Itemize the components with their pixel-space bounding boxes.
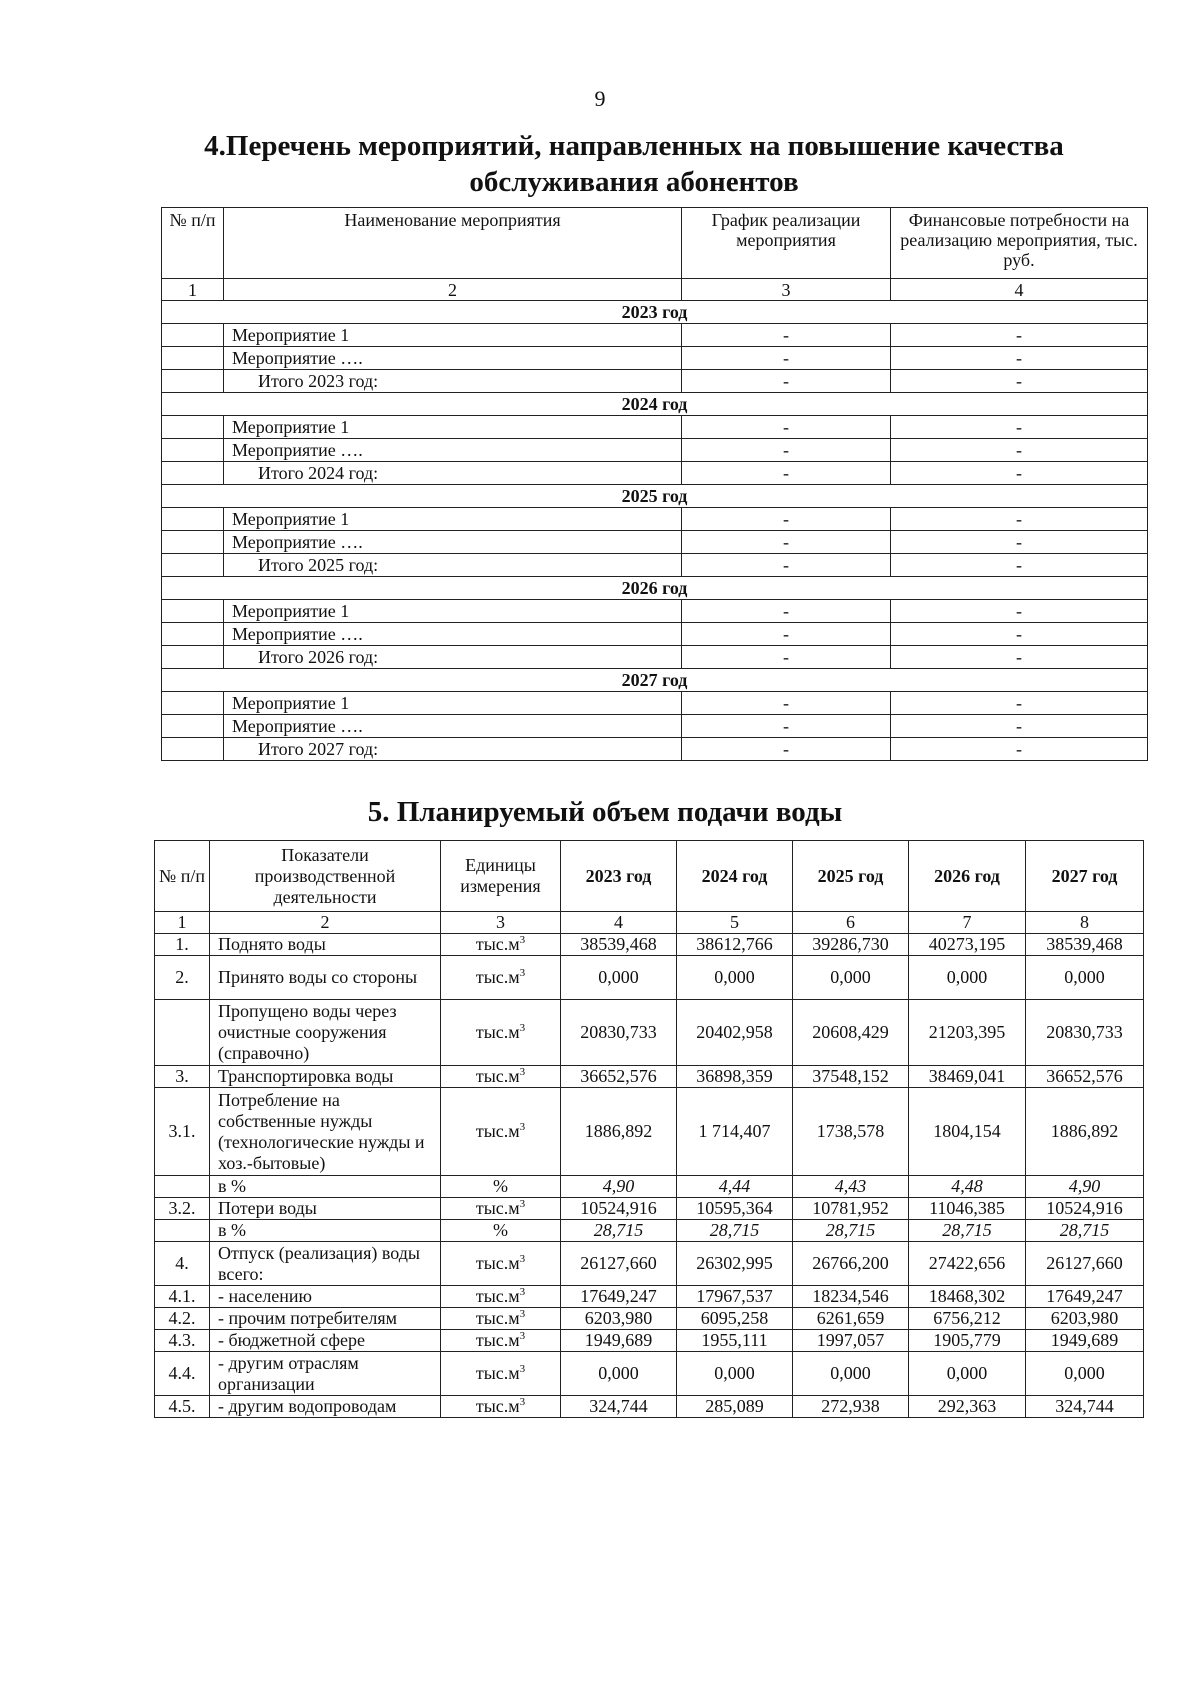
value-cell: 285,089: [677, 1396, 793, 1418]
value-cell: 4,43: [793, 1176, 909, 1198]
section4-title: [0, 128, 1200, 200]
schedule-value: -: [682, 738, 891, 761]
row-number: 3.2.: [155, 1198, 210, 1220]
row-num-cell: [162, 715, 224, 738]
value-cell: 28,715: [677, 1220, 793, 1242]
row-number: 3.1.: [155, 1088, 210, 1176]
indicator-name: Отпуск (реализация) воды всего:: [210, 1242, 441, 1286]
value-cell: 1886,892: [561, 1088, 677, 1176]
total-row: [162, 646, 1148, 669]
measure-row: [162, 623, 1148, 646]
measure-name: Мероприятие ….: [224, 531, 682, 554]
value-cell: 272,938: [793, 1396, 909, 1418]
indicator-name: - населению: [210, 1286, 441, 1308]
schedule-value: -: [682, 623, 891, 646]
value-cell: 17649,247: [561, 1286, 677, 1308]
finance-value: -: [891, 623, 1148, 646]
indicator-row: [155, 1242, 1144, 1286]
section4-title-line1: 4.Перечень мероприятий, направленных на повышение качества: [204, 130, 1064, 162]
measure-row: [162, 347, 1148, 370]
value-cell: 38539,468: [561, 934, 677, 956]
value-cell: 20830,733: [1026, 1000, 1144, 1066]
value-cell: 0,000: [561, 1352, 677, 1396]
value-cell: 0,000: [909, 1352, 1026, 1396]
schedule-value: -: [682, 462, 891, 485]
measure-row: [162, 439, 1148, 462]
row-number: 4.5.: [155, 1396, 210, 1418]
finance-value: -: [891, 324, 1148, 347]
measure-name: Мероприятие ….: [224, 439, 682, 462]
row-number: 4.1.: [155, 1286, 210, 1308]
value-cell: 10524,916: [561, 1198, 677, 1220]
value-cell: 36652,576: [561, 1066, 677, 1088]
schedule-value: -: [682, 715, 891, 738]
indicator-row: [155, 1396, 1144, 1418]
indicator-row: [155, 956, 1144, 1000]
unit-text: тыс.м: [475, 1286, 520, 1306]
row-number: 4.4.: [155, 1352, 210, 1396]
value-cell: 0,000: [1026, 956, 1144, 1000]
finance-value: -: [891, 554, 1148, 577]
value-cell: 36898,359: [677, 1066, 793, 1088]
unit-cell: [441, 1000, 561, 1066]
row-number: [155, 1220, 210, 1242]
row-num-cell: [162, 554, 224, 577]
value-cell: 20402,958: [677, 1000, 793, 1066]
indicator-row: [155, 1198, 1144, 1220]
row-number: 1.: [155, 934, 210, 956]
section5-title: 5. Планируемый объем подачи воды: [367, 796, 843, 828]
value-cell: 1949,689: [561, 1330, 677, 1352]
col-number: 4: [561, 912, 677, 934]
value-cell: 1905,779: [909, 1330, 1026, 1352]
measure-name: Мероприятие 1: [224, 692, 682, 715]
unit-superscript: 3: [519, 1286, 526, 1298]
value-cell: 26127,660: [1026, 1242, 1144, 1286]
measure-row: [162, 508, 1148, 531]
col-number: 7: [909, 912, 1026, 934]
measures-header-row: [162, 208, 1148, 279]
finance-value: -: [891, 439, 1148, 462]
unit-superscript: 3: [519, 934, 526, 946]
row-num-cell: [162, 439, 224, 462]
schedule-value: -: [682, 324, 891, 347]
value-cell: 6095,258: [677, 1308, 793, 1330]
value-cell: 18234,546: [793, 1286, 909, 1308]
row-num-cell: [162, 531, 224, 554]
row-num-cell: [162, 416, 224, 439]
unit-text: тыс.м: [475, 1022, 520, 1042]
percent-row: [155, 1220, 1144, 1242]
value-cell: 4,90: [1026, 1176, 1144, 1198]
header-year-2025: 2025 год: [793, 841, 909, 912]
schedule-value: -: [682, 508, 891, 531]
schedule-value: -: [682, 347, 891, 370]
value-cell: 0,000: [1026, 1352, 1144, 1396]
unit-cell: [441, 1308, 561, 1330]
indicator-row: [155, 1286, 1144, 1308]
value-cell: 0,000: [677, 1352, 793, 1396]
schedule-value: -: [682, 370, 891, 393]
schedule-value: -: [682, 531, 891, 554]
measure-name: Мероприятие ….: [224, 715, 682, 738]
year-row: [162, 485, 1148, 508]
row-num-cell: [162, 692, 224, 715]
value-cell: 40273,195: [909, 934, 1026, 956]
year-label: 2025 год: [162, 485, 1148, 508]
finance-value: -: [891, 347, 1148, 370]
value-cell: 10595,364: [677, 1198, 793, 1220]
value-cell: 26302,995: [677, 1242, 793, 1286]
header-schedule: График реализации мероприятия: [682, 208, 891, 279]
header-year-2027: 2027 год: [1026, 841, 1144, 912]
finance-value: -: [891, 715, 1148, 738]
value-cell: 37548,152: [793, 1066, 909, 1088]
unit-text: тыс.м: [475, 1198, 520, 1218]
value-cell: 324,744: [1026, 1396, 1144, 1418]
indicator-name: - другим отраслям организации: [210, 1352, 441, 1396]
indicator-name: - другим водопроводам: [210, 1396, 441, 1418]
unit-cell: [441, 1396, 561, 1418]
unit-superscript: 3: [519, 1121, 526, 1133]
indicator-row: [155, 1308, 1144, 1330]
value-cell: 6203,980: [1026, 1308, 1144, 1330]
finance-value: -: [891, 508, 1148, 531]
measure-name: Мероприятие ….: [224, 347, 682, 370]
indicator-row: [155, 1352, 1144, 1396]
value-cell: 1949,689: [1026, 1330, 1144, 1352]
measure-row: [162, 416, 1148, 439]
unit-percent: %: [493, 1176, 508, 1196]
row-num-cell: [162, 324, 224, 347]
total-label: Итого 2026 год:: [224, 646, 682, 669]
value-cell: 1886,892: [1026, 1088, 1144, 1176]
total-row: [162, 738, 1148, 761]
unit-superscript: 3: [519, 1022, 526, 1034]
indicator-name: Принято воды со стороны: [210, 956, 441, 1000]
indicator-row: [155, 1000, 1144, 1066]
value-cell: 20608,429: [793, 1000, 909, 1066]
value-cell: 6261,659: [793, 1308, 909, 1330]
measure-name: Мероприятие 1: [224, 416, 682, 439]
finance-value: -: [891, 692, 1148, 715]
indicator-name: - прочим потребителям: [210, 1308, 441, 1330]
value-cell: 324,744: [561, 1396, 677, 1418]
unit-text: тыс.м: [475, 1330, 520, 1350]
value-cell: 36652,576: [1026, 1066, 1144, 1088]
schedule-value: -: [682, 416, 891, 439]
year-label: 2023 год: [162, 301, 1148, 324]
value-cell: 28,715: [793, 1220, 909, 1242]
row-num-cell: [162, 462, 224, 485]
schedule-value: -: [682, 554, 891, 577]
col-number: 2: [210, 912, 441, 934]
row-number: [155, 1000, 210, 1066]
unit-cell: [441, 1088, 561, 1176]
indicator-name: - бюджетной сфере: [210, 1330, 441, 1352]
row-num-cell: [162, 623, 224, 646]
finance-value: -: [891, 416, 1148, 439]
unit-superscript: 3: [519, 1066, 526, 1078]
row-number: 3.: [155, 1066, 210, 1088]
unit-text: тыс.м: [475, 1066, 520, 1086]
row-num-cell: [162, 738, 224, 761]
schedule-value: -: [682, 600, 891, 623]
value-cell: 28,715: [1026, 1220, 1144, 1242]
col-number: 3: [441, 912, 561, 934]
value-cell: 1 714,407: [677, 1088, 793, 1176]
unit-superscript: 3: [519, 1308, 526, 1320]
schedule-value: -: [682, 692, 891, 715]
unit-cell: [441, 1330, 561, 1352]
header-finance: Финансовые потребности на реализацию мероприятия, тыс. руб.: [891, 208, 1148, 279]
value-cell: 18468,302: [909, 1286, 1026, 1308]
measures-table: [161, 207, 1148, 761]
indicator-name: в %: [210, 1176, 441, 1198]
unit-cell: [441, 1176, 561, 1198]
total-row: [162, 462, 1148, 485]
section4-title-line2: обслуживания абонентов: [469, 166, 799, 198]
unit-cell: [441, 1220, 561, 1242]
value-cell: 11046,385: [909, 1198, 1026, 1220]
total-label: Итого 2025 год:: [224, 554, 682, 577]
indicator-name: в %: [210, 1220, 441, 1242]
col-number: 2: [224, 279, 682, 301]
value-cell: 21203,395: [909, 1000, 1026, 1066]
indicator-row: [155, 934, 1144, 956]
measure-row: [162, 692, 1148, 715]
total-label: Итого 2024 год:: [224, 462, 682, 485]
year-row: [162, 301, 1148, 324]
year-row: [162, 577, 1148, 600]
value-cell: 27422,656: [909, 1242, 1026, 1286]
value-cell: 0,000: [793, 956, 909, 1000]
measure-row: [162, 715, 1148, 738]
unit-cell: [441, 934, 561, 956]
finance-value: -: [891, 646, 1148, 669]
measure-row: [162, 600, 1148, 623]
unit-cell: [441, 1198, 561, 1220]
indicator-name: Поднято воды: [210, 934, 441, 956]
value-cell: 6756,212: [909, 1308, 1026, 1330]
schedule-value: -: [682, 646, 891, 669]
finance-value: -: [891, 370, 1148, 393]
value-cell: 28,715: [909, 1220, 1026, 1242]
indicator-name: Потребление на собственные нужды (технологические нужды и хоз.-бытовые): [210, 1088, 441, 1176]
measure-name: Мероприятие 1: [224, 600, 682, 623]
header-year-2024: 2024 год: [677, 841, 793, 912]
value-cell: 0,000: [909, 956, 1026, 1000]
unit-superscript: 3: [519, 1363, 526, 1375]
indicator-row: [155, 1088, 1144, 1176]
unit-superscript: 3: [519, 1198, 526, 1210]
col-number: 1: [162, 279, 224, 301]
measure-name: Мероприятие 1: [224, 508, 682, 531]
measure-row: [162, 324, 1148, 347]
page-number: 9: [594, 86, 606, 111]
col-number: 1: [155, 912, 210, 934]
value-cell: 28,715: [561, 1220, 677, 1242]
value-cell: 6203,980: [561, 1308, 677, 1330]
total-label: Итого 2027 год:: [224, 738, 682, 761]
value-cell: 1997,057: [793, 1330, 909, 1352]
unit-percent: %: [493, 1220, 508, 1240]
row-number: 4.2.: [155, 1308, 210, 1330]
header-name: Наименование мероприятия: [224, 208, 682, 279]
header-num: № п/п: [155, 841, 210, 912]
row-num-cell: [162, 646, 224, 669]
schedule-value: -: [682, 439, 891, 462]
col-number: 8: [1026, 912, 1144, 934]
indicator-row: [155, 1330, 1144, 1352]
unit-superscript: 3: [519, 1330, 526, 1342]
unit-cell: [441, 1286, 561, 1308]
measure-row: [162, 531, 1148, 554]
row-number: 4.3.: [155, 1330, 210, 1352]
unit-text: тыс.м: [475, 1308, 520, 1328]
row-number: 2.: [155, 956, 210, 1000]
value-cell: 0,000: [793, 1352, 909, 1396]
unit-text: тыс.м: [475, 1396, 520, 1416]
value-cell: 17649,247: [1026, 1286, 1144, 1308]
indicator-name: Пропущено воды через очистные сооружения (справочно): [210, 1000, 441, 1066]
year-label: 2027 год: [162, 669, 1148, 692]
col-number: 5: [677, 912, 793, 934]
value-cell: 26127,660: [561, 1242, 677, 1286]
header-year-2026: 2026 год: [909, 841, 1026, 912]
row-num-cell: [162, 347, 224, 370]
unit-text: тыс.м: [475, 967, 520, 987]
total-row: [162, 554, 1148, 577]
col-number: 3: [682, 279, 891, 301]
column-number-row: [162, 279, 1148, 301]
header-indicator: Показатели производственной деятельности: [210, 841, 441, 912]
unit-text: тыс.м: [475, 1121, 520, 1141]
value-cell: 4,90: [561, 1176, 677, 1198]
row-num-cell: [162, 370, 224, 393]
year-label: 2026 год: [162, 577, 1148, 600]
column-number-row: [155, 912, 1144, 934]
row-num-cell: [162, 508, 224, 531]
value-cell: 0,000: [677, 956, 793, 1000]
value-cell: 292,363: [909, 1396, 1026, 1418]
supply-header-row: [155, 841, 1144, 912]
measure-name: Мероприятие ….: [224, 623, 682, 646]
indicator-row: [155, 1066, 1144, 1088]
unit-superscript: 3: [519, 967, 526, 979]
unit-text: тыс.м: [475, 1253, 520, 1273]
finance-value: -: [891, 600, 1148, 623]
total-label: Итого 2023 год:: [224, 370, 682, 393]
value-cell: 39286,730: [793, 934, 909, 956]
row-number: [155, 1176, 210, 1198]
value-cell: 26766,200: [793, 1242, 909, 1286]
indicator-name: Потери воды: [210, 1198, 441, 1220]
year-row: [162, 393, 1148, 416]
water-supply-table: [154, 840, 1144, 1418]
unit-text: тыс.м: [475, 934, 520, 954]
total-row: [162, 370, 1148, 393]
value-cell: 38539,468: [1026, 934, 1144, 956]
header-unit: Единицы измерения: [441, 841, 561, 912]
header-year-2023: 2023 год: [561, 841, 677, 912]
value-cell: 1738,578: [793, 1088, 909, 1176]
value-cell: 17967,537: [677, 1286, 793, 1308]
value-cell: 20830,733: [561, 1000, 677, 1066]
value-cell: 38469,041: [909, 1066, 1026, 1088]
finance-value: -: [891, 531, 1148, 554]
year-row: [162, 669, 1148, 692]
unit-cell: [441, 1242, 561, 1286]
row-number: 4.: [155, 1242, 210, 1286]
unit-superscript: 3: [519, 1253, 526, 1265]
unit-cell: [441, 1352, 561, 1396]
year-label: 2024 год: [162, 393, 1148, 416]
value-cell: 1955,111: [677, 1330, 793, 1352]
percent-row: [155, 1176, 1144, 1198]
unit-cell: [441, 1066, 561, 1088]
value-cell: 38612,766: [677, 934, 793, 956]
header-num: № п/п: [162, 208, 224, 279]
unit-text: тыс.м: [475, 1363, 520, 1383]
value-cell: 4,44: [677, 1176, 793, 1198]
unit-cell: [441, 956, 561, 1000]
col-number: 6: [793, 912, 909, 934]
col-number: 4: [891, 279, 1148, 301]
finance-value: -: [891, 462, 1148, 485]
value-cell: 1804,154: [909, 1088, 1026, 1176]
unit-superscript: 3: [519, 1396, 526, 1408]
value-cell: 4,48: [909, 1176, 1026, 1198]
finance-value: -: [891, 738, 1148, 761]
value-cell: 10524,916: [1026, 1198, 1144, 1220]
measure-name: Мероприятие 1: [224, 324, 682, 347]
value-cell: 10781,952: [793, 1198, 909, 1220]
row-num-cell: [162, 600, 224, 623]
value-cell: 0,000: [561, 956, 677, 1000]
indicator-name: Транспортировка воды: [210, 1066, 441, 1088]
